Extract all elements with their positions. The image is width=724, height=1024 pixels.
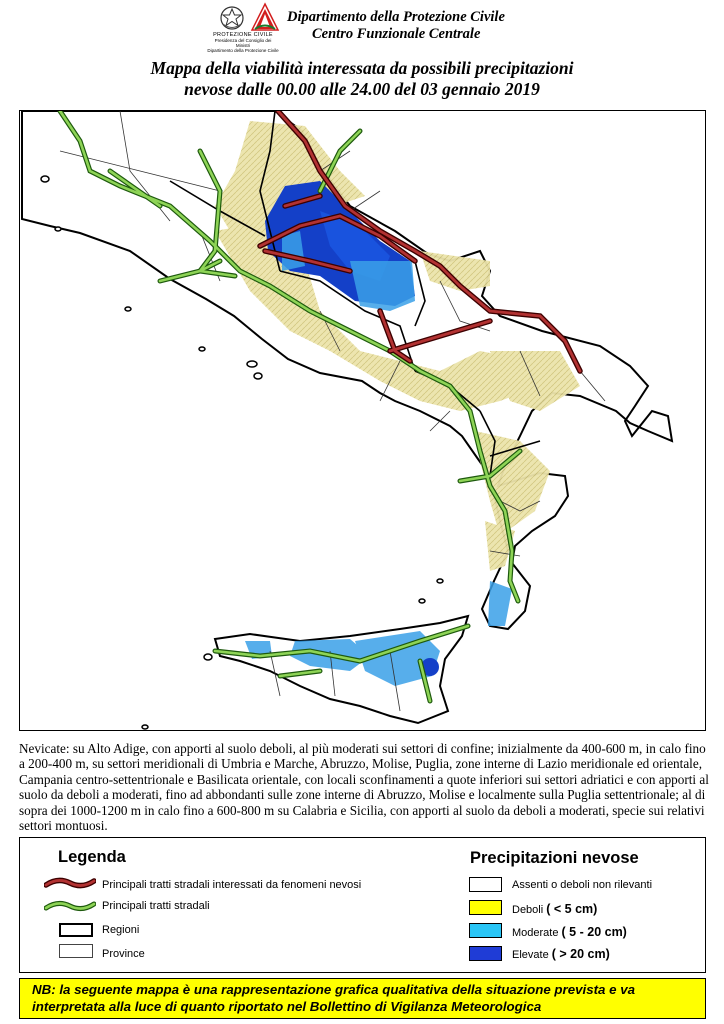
precip-item-heavy-range: ( > 20 cm) (551, 947, 610, 961)
precip-item-moderate-label: Moderate (512, 927, 559, 939)
legend-item-snow-roads: Principali tratti stradali interessati da fenomeni nevosi (102, 879, 362, 891)
logo-caption-line-3: Dipartimento della Protezione Civile (207, 48, 279, 53)
logo-caption-title: PROTEZIONE CIVILE (213, 32, 273, 38)
precip-swatch-none (469, 877, 502, 892)
disclaimer-line-1: NB: la seguente mappa è una rappresentazione grafica qualitativa della situazione prevista e va (32, 982, 635, 997)
snow-roads-map (19, 110, 706, 731)
precip-swatch-moderate (469, 923, 502, 938)
department-line-2: Centro Funzionale Centrale (312, 26, 481, 42)
logo-caption (207, 33, 279, 53)
map-title (0, 58, 724, 100)
precip-item-moderate (512, 925, 627, 939)
map-title-line-1: Mappa della viabilità interessata da possibili precipitazioni (150, 58, 574, 78)
header (0, 0, 724, 52)
main-road-symbol (44, 899, 96, 913)
map-title-line-2: nevose dalle 00.00 alle 24.00 del 03 gennaio 2019 (184, 79, 540, 99)
legend-box (19, 837, 706, 973)
department-name (287, 9, 505, 43)
province-boundary-swatch (59, 944, 93, 958)
map-canvas (20, 111, 706, 731)
forecast-notes: Nevicate: su Alto Adige, con apporti al suolo deboli, al più moderati sui settori di confine; inizialmente da 400-600 m, in calo fino a 200-400 m, su settori meridionali di Umbria e Marche, Abruzzo, Molise, Puglia, zone interne di Lazio meridionale ed orientale, Campania centro-settentrionale e Basilicata orientale, con locali sconfinamenti a quote inferiori sui settori adriatici e con apporti al suolo da deboli a moderati, fino ad abbondanti sulle zone interne di Abruzzo, Molise e localmente sulla Puglia settentrionale; al di sopra dei 1000-1200 m in calo fino a 600-800 m su Calabria e Sicilia, con apporti al suolo da deboli a moderati, specie sui relativi settori montuosi. (19, 741, 709, 834)
legend-item-regions: Regioni (102, 924, 140, 936)
legend-item-main-roads: Principali tratti stradali (102, 900, 210, 912)
precip-swatch-light (469, 900, 502, 915)
precip-item-light (512, 902, 597, 916)
department-line-1: Dipartimento della Protezione Civile (287, 9, 505, 25)
legend-item-provinces: Province (102, 948, 145, 960)
precip-swatch-heavy (469, 946, 502, 961)
precip-item-none: Assenti o deboli non rilevanti (512, 879, 653, 891)
precip-item-heavy-label: Elevate (512, 949, 549, 961)
italian-republic-emblem-icon (219, 4, 245, 32)
logo-caption-line-2: Presidenza del Consiglio dei Ministri (214, 38, 272, 48)
precip-title: Precipitazioni nevose (470, 849, 639, 867)
disclaimer-note (19, 978, 706, 1019)
precip-item-moderate-range: ( 5 - 20 cm) (561, 925, 627, 939)
precip-item-light-range: ( < 5 cm) (546, 902, 598, 916)
precip-item-light-label: Deboli (512, 904, 544, 916)
region-boundary-swatch (59, 923, 93, 937)
snow-road-symbol (44, 876, 96, 890)
protezione-civile-logo-icon (250, 2, 280, 32)
legend-title: Legenda (58, 848, 126, 866)
disclaimer-line-2: interpretata alla luce di quanto riportato nel Bollettino di Vigilanza Meteorologica (32, 999, 542, 1014)
precip-item-heavy (512, 947, 610, 961)
